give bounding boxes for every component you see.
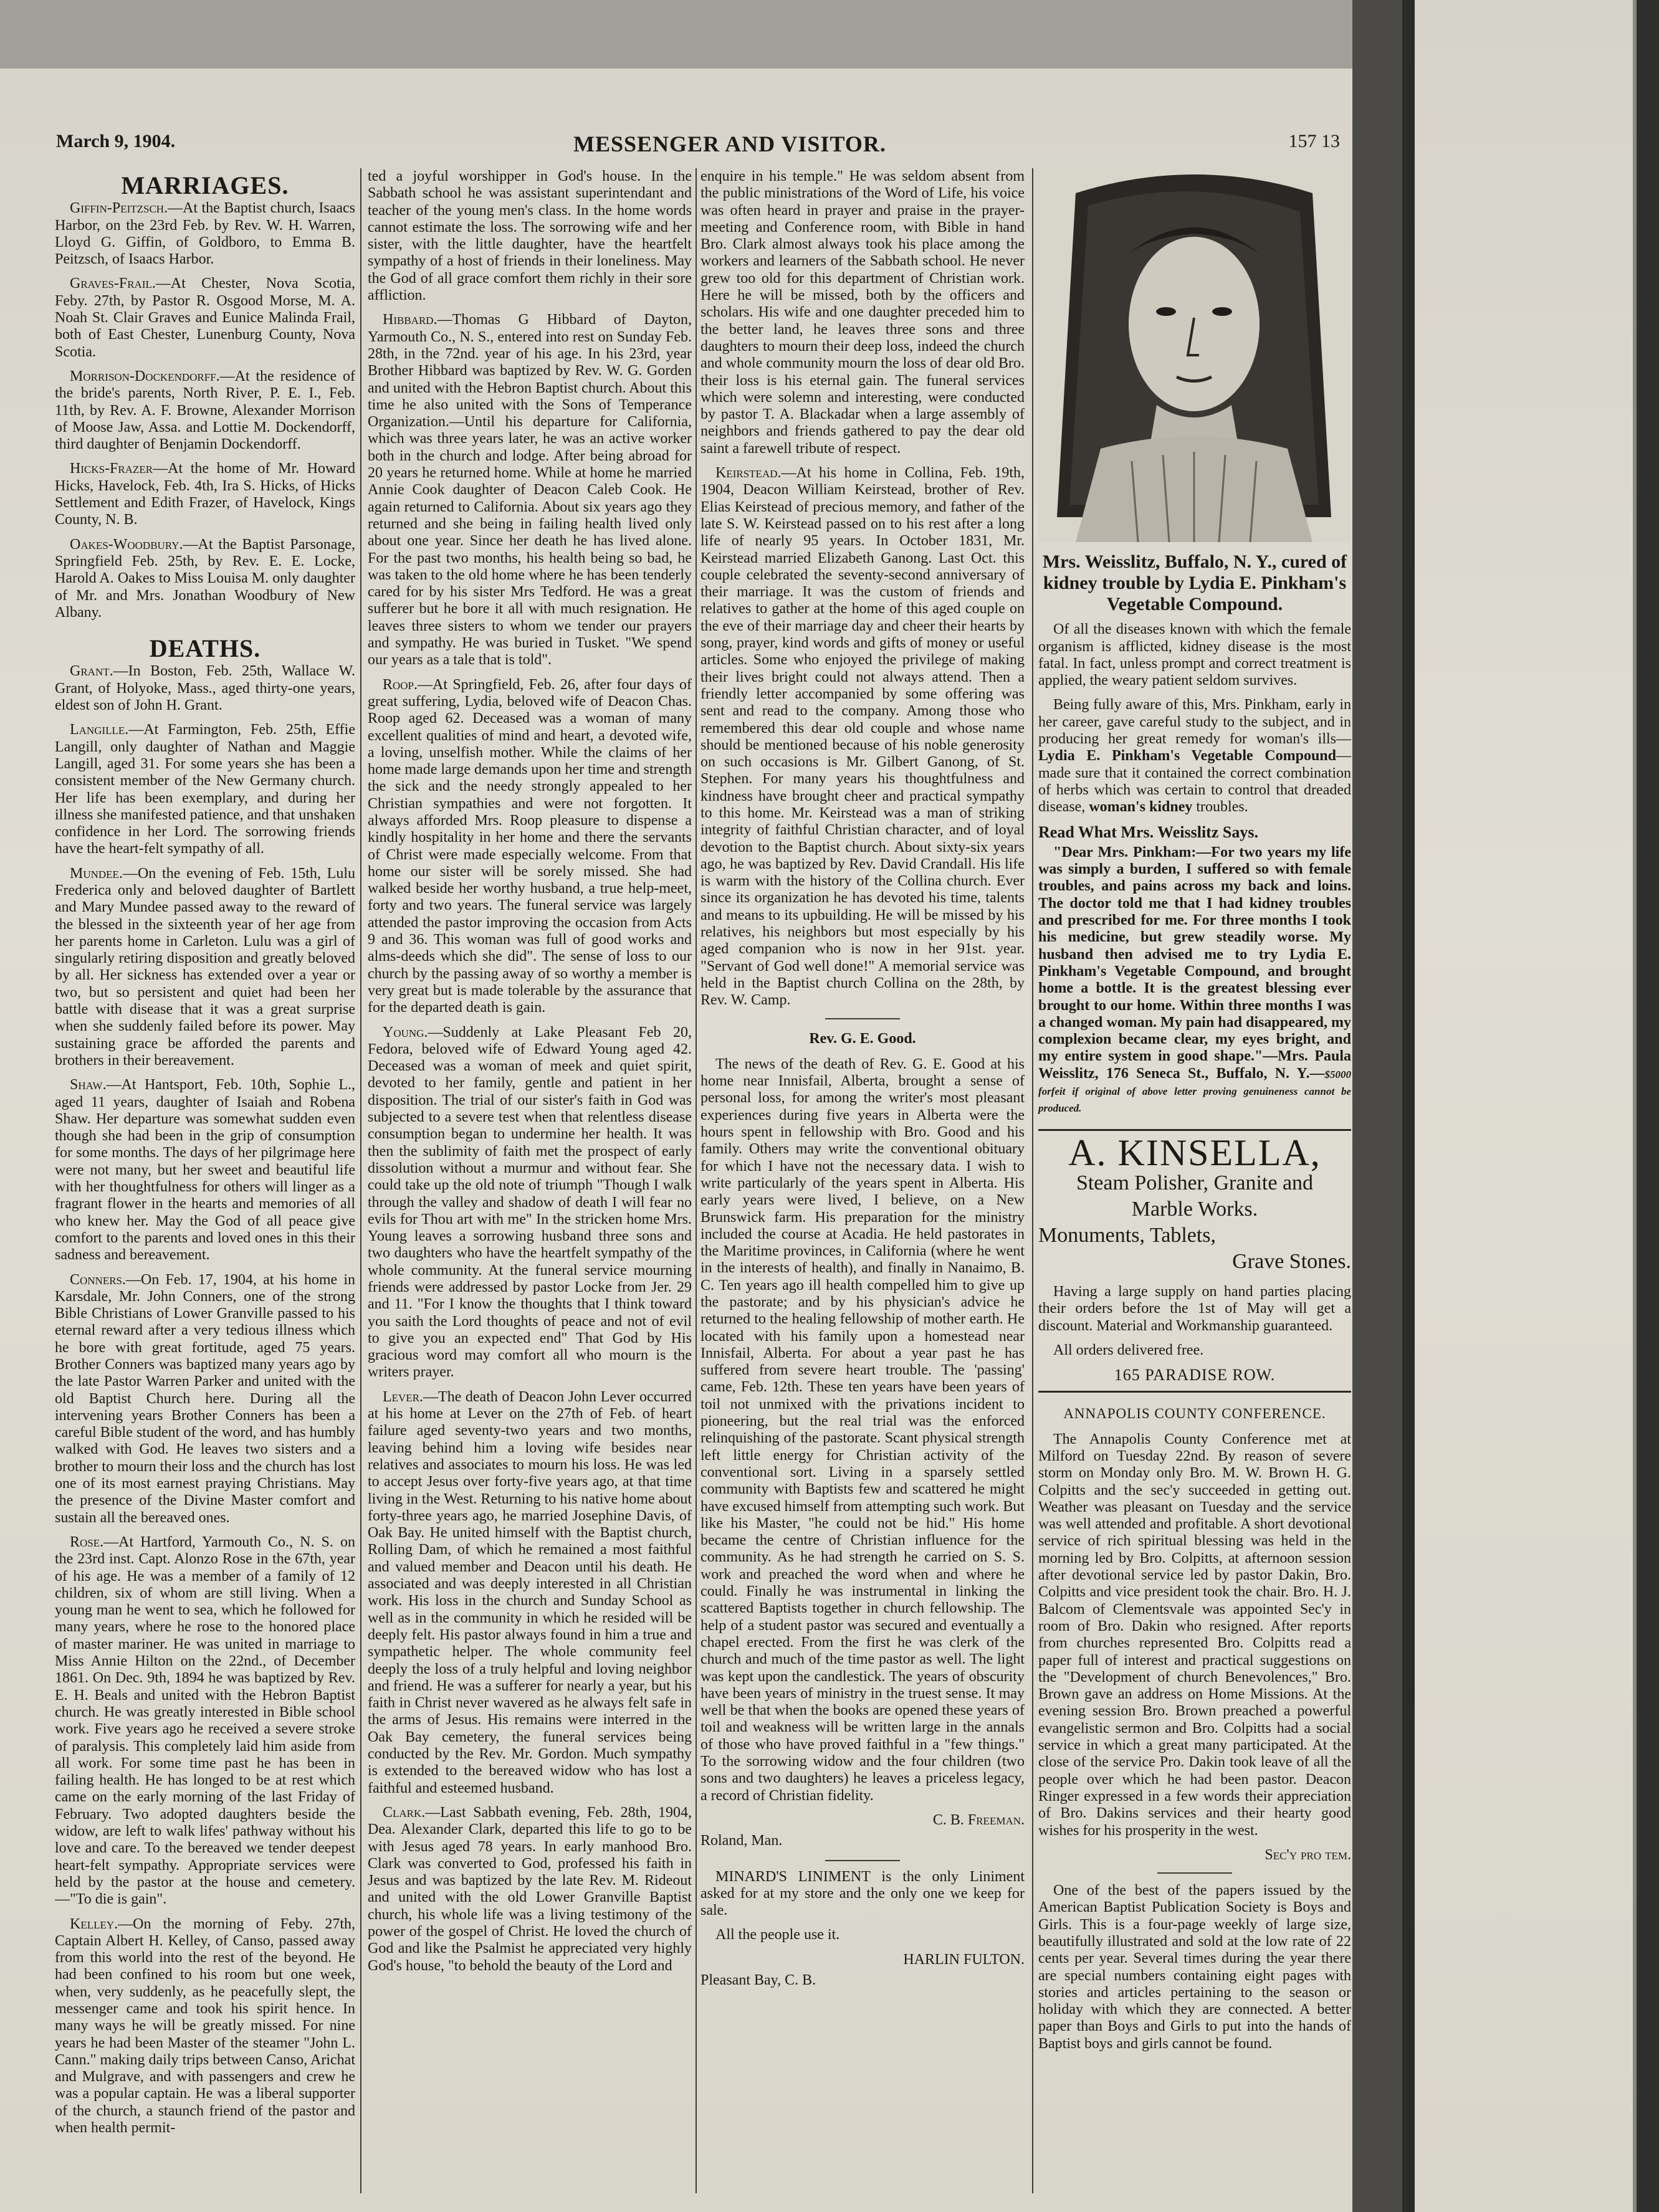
liniment-ad-text: MINARD'S LINIMENT is the only Liniment asked for at my store and the only one we keep for sale. (700, 1868, 1025, 1919)
death-notice: Hibbard.—Thomas G Hibbard of Dayton, Yarmouth Co., N. S., entered into rest on Sunday Feb. 28th, in the 72nd. year of his age. In his 23rd, year Brother Hibbard was baptized by Rev. W. G. Gorden and united with the Hebron Baptist church. About this time he also united with the Sons of Temperance Organization.—Until his departure for California, which was three years later, he was an active worker both in the church and lodge. After being abroad for 20 years he returned home. While at home he married Annie Cook daughter of Deacon Caleb Cook. He again returned to California. About six years ago they returned and she being in failing health lived only about one year. Since her death he has lived alone. For the past two months, his health being so bad, he was taken to the old home where he has been tenderly cared for by his sister Mrs Tedford. He was a great sufferer but he bore it all with much resignation. He leaves three sisters to whom we tender our prayers and sympathy. He was buried in Tusket. "We spend our years as a tale that is told". (368, 312, 692, 669)
issue-date: March 9, 1904. (56, 131, 176, 151)
death-notice: Lever.—The death of Deacon John Lever occurred at his home at Lever on the 27th of Feb. of heart failure aged seventy-two years and two months, leaving behind him a loving wife besides near relatives and associates to mourn his loss. He was led to accept Jesus over forty-five years ago, at that time living in the West. Returning to his native home about forty-three years ago, he married Josephine Davis, of Oak Bay. He united himself with the Baptist church, Rolling Dam, of which he remained a most faithful and valued member and Deacon until his death. He associated and was deeply interested in all Christian work. His loss in the church and Sunday School as well as in the community in which he resided will be deeply felt. His pastor always found in him a true and sympathetic helper. The whole community feel deeply the loss of a truly helpful and loving neighbor and friend. He was a sufferer for nearly a year, but his faith in Christ never wavered as he always felt safe in the arms of Jesus. His remains were interred in the Oak Bay cemetery, the funeral services being conducted by the Rev. Mr. Gordon. Much sympathy is extended to the bereaved widow who has lost a faithful and esteemed husband. (368, 1388, 692, 1796)
pinkham-advertisement (1038, 168, 1351, 1117)
ad-paragraph: Of all the diseases known with which the female organism is afflicted, kidney disease is the most fatal. In fact, unless prompt and correct treatment is applied, the weary patient seldom survives. (1038, 621, 1351, 689)
scan-binding-shadow (1402, 0, 1415, 2212)
section-divider (825, 1018, 900, 1019)
marriage-notice: Giffin-Peitzsch.—At the Baptist church, Isaacs Harbor, on the 23rd Feb. by Rev. W. H. Warren, Lloyd G. Giffin, of Goldboro, to Emma B. Peitzsch, of Isaacs Harbor. (55, 200, 355, 268)
kinsella-advertisement (1038, 1129, 1351, 1393)
liniment-ad-place: Pleasant Bay, C. B. (700, 1971, 816, 1988)
obituary-heading: Rev. G. E. Good. (809, 1030, 916, 1047)
death-notice: Clark.—Last Sabbath evening, Feb. 28th, 1904, Dea. Alexander Clark, departed this life to go to be with Jesus aged 78 years. In early manhood Bro. Clark was converted to God, professed his faith in Jesus and was baptized by the late Rev. M. Rideout and united with the old Lower Granville Baptist church, his whole life was a living testimony of the power of the gospel of Christ. He loved the church of God and like the Psalmist he appreciated very highly God's house, "to behold the beauty of the Lord and (368, 1804, 692, 1974)
marriage-notice: Hicks-Frazer—At the home of Mr. Howard Hicks, Havelock, Feb. 4th, Ira S. Hicks, of Hicks Settlement and Edith Frazer, of Havelock, Kings County, N. B. (55, 460, 355, 528)
column-4 (1038, 168, 1351, 2060)
marriage-notice: Oakes-Woodbury.—At the Baptist Parsonage, Springfield Feb. 25th, by Rev. E. E. Locke, Harold A. Oakes to Miss Louisa M. only daughter of Mr. and Mrs. Jonathan Woodbury of New Albany. (55, 536, 355, 621)
kinsella-line: Marble Works. (1131, 1197, 1258, 1221)
scan-top-shadow (0, 0, 1410, 69)
column-2 (368, 168, 692, 1982)
obituary-text: The news of the death of Rev. G. E. Good at his home near Innisfail, Alberta, brought a sense of personal loss, for among the writer's most pleasant experiences during five years in Alberta were the hours spent in fellowship with Bro. Good and his family. Others may write the conventional obituary for which I have not the necessary data. I wish to write particularly of the years spent in Alberta. His early years were lived, I believe, on a New Brunswick farm. His preparation for the ministry included the course at Acadia. He held pastorates in the Maritime provinces, in California (where he went in the interests of health), and finally in Nanaimo, B. C. Ten years ago ill health compelled him to give up the pastorate; and by his physician's advice he returned to the healing fellowship of mother earth. He located with his family upon a homestead near Innisfail, Alberta. For about a year past he has suffered from severe heart trouble. The 'passing' came, Feb. 12th. These ten years have been years of toil not unmixed with the privations incident to pioneering, but the real trial was the enforced relinquishing of the pastorate. Scant physical strength left little energy for Christian activity of the conventional sort. Living in a sparsely settled community with Baptists few and scattered he might have excused himself from attempting such work. But like his Master, "he could not be hid." His home became the centre of Christian influence for the community. As he had strength he carried on S. S. work and preached the word when and where he could. Finally he was instrumental in linking the scattered Baptists together in church fellowship. The help of a student pastor was secured and eventually a chapel erected. From the first he was clerk of the church and much of the time pastor as well. The light was kept upon the candlestick. The years of obscurity have been years of ministry in the truest sense. It may well be that when the books are opened these years of toil and weakness will be written large in the annals of those who have proved faithful in a "few things." To the sorrowing widow and the four children (two sons and two daughters) he leaves a priceless legacy, a record of Christian fidelity. (700, 1056, 1025, 1804)
section-divider (1157, 1872, 1232, 1874)
column-rule (696, 168, 697, 2193)
obituary-signature: C. B. Freeman. (932, 1811, 1025, 1828)
kinsella-text: All orders delivered free. (1053, 1342, 1204, 1358)
ad-subheading: Read What Mrs. Weisslitz Says. (1038, 822, 1258, 841)
masthead-title: MESSENGER AND VISITOR. (573, 131, 886, 156)
column-rule (1032, 168, 1033, 2193)
conference-heading: ANNAPOLIS COUNTY CONFERENCE. (1063, 1406, 1326, 1422)
obituary-place: Roland, Man. (700, 1833, 783, 1849)
marriage-notice: Graves-Frail.—At Chester, Nova Scotia, Feby. 27th, by Pastor R. Osgood Morse, M. A. Noah St. Clair Graves and Eunice Malinda Frail, both of East Chester, Lunenburg County, Nova Scotia. (55, 275, 355, 360)
conference-report: The Annapolis County Conference met at Milford on Tuesday 22nd. By reason of severe storm on Monday only Bro. M. W. Brown H. G. Colpitts and the sec'y succeeded in getting out. Weather was pleasant on Tuesday and the service was well attended and profitable. A short devotional service of rich spiritual blessing was held in the morning led by Bro. Colpitts, at afternoon session after devotional service led by pastor Dakin, Bro. Colpitts and vice president took the chair. Bro. H. J. Balcom of Clementsvale was appointed Sec'y in room of Bro. Dakin who resigned. After reports from churches represented Bro. Colpitts read a paper full of interest and practical suggestions on the "Development of church Benevolences," Bro. Brown gave an address on Home Missions. At the evening session Bro. Brown preached a powerful evangelistic sermon and Bro. Colpitts had a social service in which a great many participated. At the close of the service Pro. Dakin took leave of all the people over which he had been pastor. Deacon Ringer expressed in a few words their appreciation of Bro. Dakins services and their hearty good wishes for his prosperity in the west. (1038, 1431, 1351, 1839)
death-notice: Shaw.—At Hantsport, Feb. 10th, Sophie L., aged 11 years, daughter of Isaiah and Robena Shaw. Her departure was somewhat sudden even though she had been in the grip of consumption for some months. The days of her pilgrimage here were not many, but her sweet and beautiful life with her thoughtfulness for others will linger as a fragrant flower in the hearts and memories of all who knew her. May the God of all peace give comfort to the parents and loved ones in this their sadness and bereavement. (55, 1077, 355, 1264)
liniment-ad-text: All the people use it. (715, 1927, 840, 1943)
marriage-notice: Morrison-Dockendorff.—At the residence of the bride's parents, North River, P. E. I., Feb. 11th, by Rev. A. F. Browne, Alexander Morrison of Moose Jaw, Assa. and Lottie M. Dockendorff, third daughter of Benjamin Dockendorff. (55, 368, 355, 453)
boys-and-girls-notice: One of the best of the papers issued by the American Baptist Publication Society is Boys and Girls. This is a four-page weekly of large size, beautifully illustrated and sold at the low rate of 22 cents per year. Several times during the year there are special numbers containing eight pages with stories and articles pertaining to the season or holiday with which they are connected. A better paper than Boys and Girls to put into the hands of Baptist boys and girls cannot be found. (1038, 1882, 1351, 2052)
column-rule (360, 168, 361, 2193)
death-notice: Keirstead.—At his home in Collina, Feb. 19th, 1904, Deacon William Keirstead, brother of Rev. Elias Keirstead of precious memory, and father of the late S. W. Keirstead passed on to his rest after a long life of nearly 95 years. In October 1831, Mr. Keirstead married Elizabeth Ganong. Last Oct. this couple celebrated the seventy-second anniversary of their marriage. It was the custom of friends and relatives to gather at the home of this aged couple on the eve of their marriage day and cheer their hearts by song, prayer, kind words and gifts of money or useful articles. Some who enjoyed the privilege of making their lives bright could not always attend. Then a friendly letter accompanied by some offering was sent and read to the company. Among those who remembered this dear old couple and whose name should be mentioned because of his noble generosity on such occasions is Mr. Gilbert Ganong, of St. Stephen. For many years his thoughtfulness and kindness have brought cheer and practical sympathy to this home. Mr. Keirstead was a man of striking integrity of faithful Christian character, and of loyal devotion to the Baptist church. About sixty-six years ago, he was baptized by Rev. David Crandall. His life is warm with the history of the Collina church. Ever since its organization he has devoted his time, talents and means to its upbuilding. He will be missed by his relatives, his neighbors but most especially by his aged companion who is now in her 91st. year. "Servant of God well done!" A memorial service was held in the Baptist church Collina on the 28th, by Rev. W. Camp. (700, 465, 1025, 1009)
liniment-ad-signature: HARLIN FULTON. (903, 1951, 1025, 1968)
death-notice: Rose.—At Hartford, Yarmouth Co., N. S. on the 23rd inst. Capt. Alonzo Rose in the 67th, year of his age. He was a member of a family of 12 children, six of whom are still living. When a young man he went to sea, which he followed for many years, where he rose to the honored place of master mariner. He was united in marriage to Miss Annie Hilton on the 22nd., of December 1861. On Dec. 9th, 1894 he was baptized by Rev. E. H. Beals and united with the Hebron Baptist church. He was greatly interested in Bible school work. Five years ago he received a severe stroke of paralysis. This completely laid him aside from all work. For some time past he has been in failing health. He has longed to be at rest which came on the early morning of the last Friday of February. Two adopted daughters beside the widow, are left to walk lifes' pathway without his love and care. To the bereaved we tender deepest heart-felt sympathy. Appropriate services were held by the pastor at the house and cemetery.—"To die is gain". (55, 1533, 355, 1908)
death-notice: Langille.—At Farmington, Feb. 25th, Effie Langill, only daughter of Nathan and Maggie Langill, aged 31. For some years she has been a consistent member of the New Germany church. Her life has been exemplary, and during her illness she manifested patience, and that unshaken confidence in her Lord. The sorrowing friends have the heart-felt sympathy of all. (55, 722, 355, 857)
kinsella-address: 165 PARADISE ROW. (1114, 1366, 1276, 1385)
kinsella-line: Steam Polisher, Granite and (1076, 1171, 1314, 1194)
page-number: 157 13 (1288, 131, 1340, 151)
death-notice: Grant.—In Boston, Feb. 25th, Wallace W. Grant, of Holyoke, Mass., aged thirty-one years, eldest son of John H. Grant. (55, 663, 355, 714)
death-notice: Roop.—At Springfield, Feb. 26, after four days of great suffering, Lydia, beloved wife of Deacon Chas. Roop aged 62. Deceased was a woman of many excellent qualities of mind and heart, a devoted wife, a loving, unselfish mother. While the claims of her home made large demands upon her time and strength the sick and the needy strongly appealed to her Christian sympathies and were not forgotten. It always afforded Mrs. Roop pleasure to dispense a kindly hospitality in her home and there the servants of Christ were made especially welcome. From that home our sister will be sorely missed. She had walked beside her worthy husband, a true help-meet, forty and two years. The funeral service was largely attended the pastor improving the occasion from Acts 9 and 36. This woman was full of good works and alms-deeds which she did". The sense of loss to our church by the passing away of so worthy a member is very great but is made tolerable by the assurance that for the departed death is gain. (368, 676, 692, 1016)
kinsella-line: Grave Stones. (1232, 1249, 1351, 1273)
woman-portrait-illustration (1038, 168, 1350, 542)
kinsella-text: Having a large supply on hand parties placing their orders before the 1st of May will get a discount. Material and Workmanship guaranteed. (1038, 1283, 1351, 1334)
testimonial-letter: "Dear Mrs. Pinkham:—For two years my life was simply a burden, I suffered so with female troubles, and pains across my back and loins. The doctor told me that I had kidney troubles and prescribed for me. For three months I took his medicine, but grew steadily worse. My husband then advised me to try Lydia E. Pinkham's Vegetable Compound, and brought home a bottle. It is the greatest blessing ever brought to our home. Within three months I was a changed woman. My pain had disappeared, my complexion became clear, my eyes bright, and my entire system in good shape."—Mrs. Paula Weisslitz, 176 Seneca St., Buffalo, N. Y.—$5000 forfeit if original of above letter proving genuineness cannot be produced. (1038, 844, 1351, 1115)
ad-paragraph: Being fully aware of this, Mrs. Pinkham, early in her career, gave careful study to the subject, and in producing her great remedy for woman's ills—Lydia E. Pinkham's Vegetable Compound— made sure that it contained the correct combination of herbs which was certain to control that dreaded disease, woman's kidney troubles. (1038, 697, 1351, 816)
conference-signature: Sec'y pro tem. (1265, 1846, 1351, 1863)
deaths-heading: DEATHS. (149, 634, 261, 663)
death-notice: Mundee.—On the evening of Feb. 15th, Lulu Frederica only and beloved daughter of Bartlett and Mary Mundee passed away to the reward of the blessed in the sixteenth year of her age from her parents home in Carleton. Lulu was a girl of singularly retiring disposition and greatly beloved by all. Her sickness has extended over a year or two, but so persistent and quiet had been her battle with disease that it was a great surprise when she suddenly failed before its power. May sustaining grace be afforded the parents and brothers in their bereavement. (55, 865, 355, 1069)
scan-binding-edge (1352, 0, 1402, 2212)
death-notice: enquire in his temple." He was seldom absent from the public ministrations of the Word of Life, his voice was often heard in prayer and praise in the prayer-meeting and Conference room, with Bible in hand Bro. Clark almost always took his place among the workers and learners of the Sabbath school. He never grew too old for this department of Christian work. Here he will be missed, both by the officers and scholars. His wife and one daughter preceded him to the better land, he leaves three sons and three daughters to mourn their deep loss, indeed the church and whole community mourn the loss of dear old Bro. their loss is his eternal gain. The funeral services which were solemn and interesting, were conducted by pastor T. A. Blackadar when a large assembly of neighbors and friends gathered to pay the dear old saint a farewell tribute of respect. (700, 168, 1025, 457)
kinsella-line: Monuments, Tablets, (1038, 1223, 1217, 1247)
column-1 (55, 168, 355, 2144)
death-notice: Conners.—On Feb. 17, 1904, at his home in Karsdale, Mr. John Conners, one of the strong Bible Christians of Lower Granville passed to his eternal reward after a very tedious illness which he bore with great fortitude, aged 75 years. Brother Conners was baptized many years ago by the late Pastor Warren Parker and united with the old Baptist Church here. During all the intervening years Brother Conners has been a careful Bible student of the word, and has humbly walked with God. He leaves two sisters and a brother to mourn their loss and the church has lost one of its most earnest praying Christians. May the presence of the Divine Master comfort and sustain all the bereaved ones. (55, 1271, 355, 1526)
death-notice: Young.—Suddenly at Lake Pleasant Feb 20, Fedora, beloved wife of Edward Young aged 42. Deceased was a woman of meek and quiet spirit, devoted to her family, gentle and patient in her disposition. The trial of our sister's faith in God was subjected to a severe test when that relentless disease consumption began to undermine her health. It was then the sublimity of faith met the prospect of early dissolution without a murmur and without fear. She could take up the old note of triumph "Though I walk through the valley and shadow of death I will fear no evils for Thou art with me" In the stricken home Mrs. Young leaves a sorrowing husband three sons and two daughters who have the heartfelt sympathy of the whole community. At the funeral service mourning friends were addressed by pastor Locke from Jer. 29 and 11. "For I know the thoughts that I think toward you saith the Lord thoughts of peace and not of evil to give you an expected end" That God by His gracious word may comfort all who mourn is the writers prayer. (368, 1024, 692, 1381)
column-3 (700, 168, 1025, 1991)
death-notice: Kelley.—On the morning of Feby. 27th, Captain Albert H. Kelley, of Canso, passed away from this world into the rest of the beyond. He had been confined to his room but one week, when, very suddenly, as he peacefully slept, the messenger came and took his spirit hence. In many ways he will be greatly missed. For nine years he had been Master of the steamer "John L. Cann." making daily trips between Canso, Arichat and Mulgrave, and with passengers and crew he was a popular captain. He was a liberal supporter of the church, a staunch friend of the pastor and when health permit- (55, 1915, 355, 2137)
death-notice: ted a joyful worshipper in God's house. In the Sabbath school he was assistant superintendant and teacher of the young men's class. In the home words cannot estimate the loss. The sorrowing wife and her sister, with the little daughter, have the heartfelt sympathy of a host of friends in their loneliness. May the God of all grace comfort them richly in their sore affliction. (368, 168, 692, 304)
page-header (37, 131, 1340, 162)
marriages-heading: MARRIAGES. (121, 171, 289, 199)
section-divider (825, 1860, 900, 1861)
ad-headline: Mrs. Weisslitz, Buffalo, N. Y., cured of kidney trouble by Lydia E. Pinkham's Vegetable Compound. (1042, 551, 1347, 615)
kinsella-name: A. KINSELLA, (1068, 1132, 1321, 1173)
